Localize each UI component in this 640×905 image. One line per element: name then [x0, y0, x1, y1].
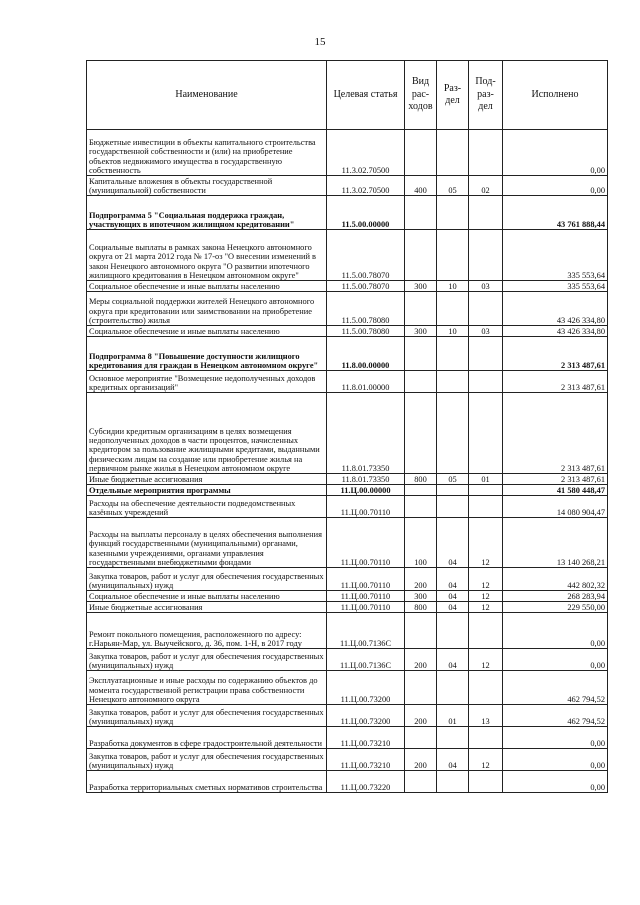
- table-row: [87, 371, 608, 393]
- table-row: [87, 649, 608, 671]
- cell-amount: 43 761 888,44: [503, 196, 608, 230]
- cell-vid: [405, 727, 437, 749]
- cell-amount: 0,00: [503, 176, 608, 196]
- budget-table: [86, 60, 608, 793]
- cell-amount: 0,00: [503, 613, 608, 649]
- cell-vid: 200: [405, 649, 437, 671]
- cell-amount: 43 426 334,80: [503, 292, 608, 326]
- cell-amount: 41 580 448,47: [503, 485, 608, 496]
- cell-podrazdel: [469, 371, 503, 393]
- cell-amount: 14 080 904,47: [503, 496, 608, 518]
- table-row: [87, 337, 608, 371]
- cell-vid: [405, 337, 437, 371]
- cell-name: Подпрограмма 5 "Социальная поддержка граждан, участвующих в ипотечном жилищном кредитовании": [87, 196, 327, 230]
- cell-razdel: [437, 393, 469, 474]
- cell-razdel: [437, 771, 469, 793]
- table-row: [87, 518, 608, 568]
- cell-vid: [405, 496, 437, 518]
- table-row: [87, 281, 608, 292]
- cell-target: 11.Ц.00.73200: [327, 671, 405, 705]
- cell-razdel: 04: [437, 518, 469, 568]
- cell-name: Иные бюджетные ассигнования: [87, 474, 327, 485]
- cell-vid: [405, 371, 437, 393]
- cell-name: Закупка товаров, работ и услуг для обеспечения государственных (муниципальных) нужд: [87, 705, 327, 727]
- cell-podrazdel: 02: [469, 176, 503, 196]
- cell-razdel: [437, 337, 469, 371]
- table-row: [87, 613, 608, 649]
- cell-target: 11.Ц.00.73210: [327, 749, 405, 771]
- cell-podrazdel: [469, 727, 503, 749]
- cell-name: Социальные выплаты в рамках закона Ненецкого автономного округа от 21 марта 2012 года № 17-оз "О внесении изменений в закон Ненецкого автономного округа "О развитии ипотечного жилищного кредитования в Ненецком автономном округе": [87, 230, 327, 281]
- cell-target: 11.Ц.00.70110: [327, 591, 405, 602]
- cell-amount: 43 426 334,80: [503, 326, 608, 337]
- cell-vid: [405, 671, 437, 705]
- cell-name: Закупка товаров, работ и услуг для обеспечения государственных (муниципальных) нужд: [87, 649, 327, 671]
- table-row: [87, 176, 608, 196]
- cell-target: 11.Ц.00.7136С: [327, 613, 405, 649]
- cell-name: Социальное обеспечение и иные выплаты населению: [87, 326, 327, 337]
- cell-razdel: 10: [437, 281, 469, 292]
- cell-razdel: 01: [437, 705, 469, 727]
- cell-target: 11.8.01.73350: [327, 393, 405, 474]
- header-amount: Исполнено: [503, 61, 608, 130]
- cell-name: Расходы на выплаты персоналу в целях обеспечения выполнения функций государственными (муниципальными) органами, казенными учреждениями, органами управления государственными внебюджетными фондами: [87, 518, 327, 568]
- cell-target: 11.Ц.00.70110: [327, 518, 405, 568]
- table-row: [87, 393, 608, 474]
- page-number: 15: [314, 36, 326, 48]
- cell-amount: 2 313 487,61: [503, 474, 608, 485]
- cell-podrazdel: [469, 496, 503, 518]
- table-row: [87, 326, 608, 337]
- table-row: [87, 196, 608, 230]
- cell-razdel: 04: [437, 649, 469, 671]
- cell-vid: [405, 613, 437, 649]
- cell-podrazdel: 12: [469, 568, 503, 591]
- cell-target: 11.5.00.78080: [327, 326, 405, 337]
- table-row: [87, 749, 608, 771]
- table-row: [87, 602, 608, 613]
- cell-razdel: [437, 727, 469, 749]
- cell-vid: 200: [405, 749, 437, 771]
- cell-vid: 300: [405, 591, 437, 602]
- cell-amount: 13 140 268,21: [503, 518, 608, 568]
- cell-target: 11.5.00.78070: [327, 230, 405, 281]
- cell-vid: 300: [405, 326, 437, 337]
- cell-razdel: [437, 196, 469, 230]
- cell-amount: 0,00: [503, 771, 608, 793]
- table-row: [87, 591, 608, 602]
- cell-vid: 300: [405, 281, 437, 292]
- cell-razdel: [437, 230, 469, 281]
- cell-name: Отдельные мероприятия программы: [87, 485, 327, 496]
- cell-target: 11.Ц.00.73210: [327, 727, 405, 749]
- cell-target: 11.Ц.00.70110: [327, 568, 405, 591]
- cell-amount: 0,00: [503, 727, 608, 749]
- cell-podrazdel: [469, 671, 503, 705]
- cell-amount: 229 550,00: [503, 602, 608, 613]
- cell-podrazdel: [469, 485, 503, 496]
- header-razdel: Раз-дел: [437, 61, 469, 130]
- cell-target: 11.5.00.78080: [327, 292, 405, 326]
- cell-name: Расходы на обеспечение деятельности подведомственных казённых учреждений: [87, 496, 327, 518]
- cell-name: Закупка товаров, работ и услуг для обеспечения государственных (муниципальных) нужд: [87, 568, 327, 591]
- cell-podrazdel: 03: [469, 326, 503, 337]
- cell-name: Субсидии кредитным организациям в целях возмещения недополученных доходов в части процентов, начисленных кредитором за пользование жилищными кредитами, выданными физическим лицам на создание или приобретение жилья на первичном рынке жилья в Ненецком автономном округе: [87, 393, 327, 474]
- cell-amount: 2 313 487,61: [503, 337, 608, 371]
- cell-amount: 0,00: [503, 749, 608, 771]
- cell-name: Капитальные вложения в объекты государственной (муниципальной) собственности: [87, 176, 327, 196]
- cell-name: Разработка документов в сфере градостроительной деятельности: [87, 727, 327, 749]
- cell-razdel: 05: [437, 474, 469, 485]
- header-target: Целевая статья: [327, 61, 405, 130]
- cell-amount: 335 553,64: [503, 281, 608, 292]
- cell-razdel: 04: [437, 591, 469, 602]
- cell-name: Основное мероприятие "Возмещение недополученных доходов кредитных организаций": [87, 371, 327, 393]
- cell-target: 11.8.00.00000: [327, 337, 405, 371]
- cell-target: 11.5.00.78070: [327, 281, 405, 292]
- cell-vid: 400: [405, 176, 437, 196]
- cell-target: 11.Ц.00.70110: [327, 496, 405, 518]
- cell-target: 11.Ц.00.70110: [327, 602, 405, 613]
- cell-razdel: 04: [437, 602, 469, 613]
- cell-name: Закупка товаров, работ и услуг для обеспечения государственных (муниципальных) нужд: [87, 749, 327, 771]
- cell-vid: 100: [405, 518, 437, 568]
- cell-razdel: [437, 671, 469, 705]
- cell-target: 11.8.01.00000: [327, 371, 405, 393]
- cell-target: 11.3.02.70500: [327, 176, 405, 196]
- cell-target: 11.Ц.00.00000: [327, 485, 405, 496]
- cell-podrazdel: [469, 292, 503, 326]
- header-podrazdel: Под-раз-дел: [469, 61, 503, 130]
- cell-podrazdel: 12: [469, 749, 503, 771]
- cell-podrazdel: [469, 337, 503, 371]
- cell-name: Разработка территориальных сметных нормативов строительства: [87, 771, 327, 793]
- table-row: [87, 568, 608, 591]
- table-body: [87, 130, 608, 793]
- table-row: [87, 230, 608, 281]
- cell-razdel: 04: [437, 568, 469, 591]
- table-row: [87, 496, 608, 518]
- cell-vid: 800: [405, 602, 437, 613]
- cell-vid: [405, 196, 437, 230]
- cell-amount: 0,00: [503, 649, 608, 671]
- cell-podrazdel: 12: [469, 602, 503, 613]
- cell-name: Социальное обеспечение и иные выплаты населению: [87, 591, 327, 602]
- cell-razdel: 05: [437, 176, 469, 196]
- cell-target: 11.3.02.70500: [327, 130, 405, 176]
- table-row: [87, 474, 608, 485]
- cell-vid: 800: [405, 474, 437, 485]
- cell-target: 11.8.01.73350: [327, 474, 405, 485]
- table-row: [87, 671, 608, 705]
- cell-podrazdel: [469, 196, 503, 230]
- cell-amount: 335 553,64: [503, 230, 608, 281]
- cell-name: Социальное обеспечение и иные выплаты населению: [87, 281, 327, 292]
- cell-name: Бюджетные инвестиции в объекты капитального строительства государственной собственности и (или) на приобретение объектов недвижимого имущества в государственную собственность: [87, 130, 327, 176]
- cell-razdel: 10: [437, 326, 469, 337]
- table-row: [87, 485, 608, 496]
- cell-podrazdel: 01: [469, 474, 503, 485]
- cell-name: Ремонт покольного помещения, расположенного по адресу: г.Нарьян-Мар, ул. Выучейского, д. 36, пом. 1-Н, в 2017 году: [87, 613, 327, 649]
- cell-podrazdel: [469, 771, 503, 793]
- cell-podrazdel: 12: [469, 591, 503, 602]
- cell-razdel: 04: [437, 749, 469, 771]
- table-header-row: [87, 61, 608, 130]
- cell-vid: [405, 292, 437, 326]
- cell-razdel: [437, 496, 469, 518]
- cell-target: 11.5.00.00000: [327, 196, 405, 230]
- header-vid: Вид рас-ходов: [405, 61, 437, 130]
- cell-razdel: [437, 130, 469, 176]
- cell-vid: [405, 393, 437, 474]
- cell-podrazdel: [469, 130, 503, 176]
- cell-podrazdel: [469, 613, 503, 649]
- cell-podrazdel: 03: [469, 281, 503, 292]
- cell-razdel: [437, 292, 469, 326]
- cell-vid: [405, 230, 437, 281]
- table-row: [87, 705, 608, 727]
- cell-target: 11.Ц.00.7136С: [327, 649, 405, 671]
- cell-name: Подпрограмма 8 "Повышение доступности жилищного кредитования для граждан в Ненецком автономном округе": [87, 337, 327, 371]
- cell-name: Меры социальной поддержки жителей Ненецкого автономного округа при кредитовании или заимствовании на приобретение (строительство) жилья: [87, 292, 327, 326]
- table-row: [87, 130, 608, 176]
- table-row: [87, 727, 608, 749]
- table-row: [87, 292, 608, 326]
- cell-amount: 2 313 487,61: [503, 371, 608, 393]
- cell-podrazdel: 12: [469, 518, 503, 568]
- cell-vid: [405, 130, 437, 176]
- cell-amount: 462 794,52: [503, 671, 608, 705]
- cell-target: 11.Ц.00.73200: [327, 705, 405, 727]
- cell-vid: [405, 771, 437, 793]
- cell-name: Иные бюджетные ассигнования: [87, 602, 327, 613]
- cell-podrazdel: 13: [469, 705, 503, 727]
- cell-razdel: [437, 613, 469, 649]
- table-row: [87, 771, 608, 793]
- cell-podrazdel: [469, 393, 503, 474]
- cell-amount: 2 313 487,61: [503, 393, 608, 474]
- cell-amount: 442 802,32: [503, 568, 608, 591]
- cell-razdel: [437, 485, 469, 496]
- cell-amount: 0,00: [503, 130, 608, 176]
- cell-vid: [405, 485, 437, 496]
- cell-podrazdel: 12: [469, 649, 503, 671]
- header-name: Наименование: [87, 61, 327, 130]
- cell-name: Эксплуатационные и иные расходы по содержанию объектов до момента государственной регистрации права собственности Ненецкого автономного округа: [87, 671, 327, 705]
- cell-podrazdel: [469, 230, 503, 281]
- cell-razdel: [437, 371, 469, 393]
- cell-vid: 200: [405, 568, 437, 591]
- cell-vid: 200: [405, 705, 437, 727]
- cell-amount: 268 283,94: [503, 591, 608, 602]
- cell-target: 11.Ц.00.73220: [327, 771, 405, 793]
- cell-amount: 462 794,52: [503, 705, 608, 727]
